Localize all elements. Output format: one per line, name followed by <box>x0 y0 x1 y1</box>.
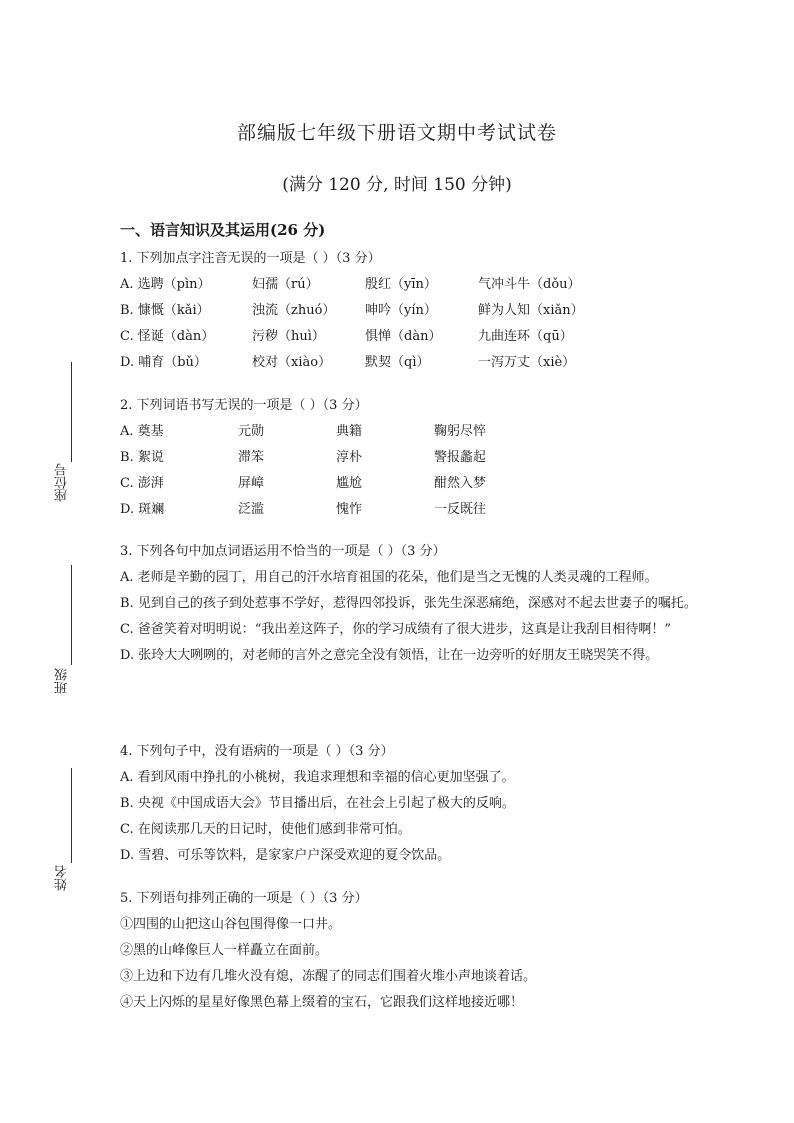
exam-subtitle: (满分 120 分, 时间 150 分钟) <box>282 175 512 195</box>
name-label: 姓名 <box>55 865 70 891</box>
option-cell: 九曲连环（qū） <box>478 329 573 344</box>
option-row <box>120 350 720 376</box>
option-cell: 鲜为人知（xiǎn） <box>478 303 584 318</box>
option-cell: 妇孺（rú） <box>252 277 319 292</box>
option-text: A. 老师是辛勤的园丁，用自己的汗水培育祖国的花朵，他们是当之无愧的人类灵魂的工程师。 <box>120 570 658 585</box>
option-text: C. 在阅读那几天的日记时，使他们感到非常可怕。 <box>120 822 411 837</box>
option-text: D. 雪碧、可乐等饮料，是家家户户深受欢迎的夏令饮品。 <box>120 848 451 863</box>
sentence-item: ③上边和下边有几堆火没有熄，冻醒了的同志们围着火堆小声地谈着话。 <box>120 969 537 984</box>
seat-number-line <box>71 362 72 462</box>
seat-number-label: 座位号 <box>55 463 70 502</box>
option-cell: A. 奠基 <box>120 424 164 439</box>
option-row <box>120 471 720 497</box>
question-2 <box>120 393 720 523</box>
question-1 <box>120 246 720 376</box>
option-cell: 一泻万丈（xiè） <box>478 355 576 370</box>
option-cell: 气冲斗牛（dǒu） <box>478 277 581 292</box>
option-row <box>120 324 720 350</box>
option-cell: 淳朴 <box>336 450 363 465</box>
option-cell: 校对（xiào） <box>252 355 332 370</box>
question-4 <box>120 739 720 869</box>
question-stem: 1. 下列加点字注音无误的一项是（ ）（3 分） <box>120 251 381 266</box>
option-cell: 惧惮（dàn） <box>365 329 442 344</box>
option-cell: 愧怍 <box>336 502 363 517</box>
question-stem: 4. 下列句子中，没有语病的一项是（ ）（3 分） <box>120 744 394 759</box>
option-text: C. 爸爸笑着对明明说：“我出差这阵子，你的学习成绩有了很大进步，这真是让我刮目相待啊！” <box>120 622 672 637</box>
option-cell: 一反既往 <box>434 502 487 517</box>
option-cell: 警报蠡起 <box>434 450 487 465</box>
option-cell: 污秽（huì） <box>252 329 325 344</box>
class-label: 班级 <box>55 668 70 694</box>
option-text: B. 央视《中国成语大会》节目播出后，在社会上引起了极大的反响。 <box>120 796 515 811</box>
option-cell: 酣然入梦 <box>434 476 487 491</box>
option-text: B. 见到自己的孩子到处惹事不学好，惹得四邻投诉，张先生深恶痛绝，深感对不起去世妻子的嘱托。 <box>120 596 697 611</box>
option-cell: 鞠躬尽悴 <box>434 424 487 439</box>
option-cell: B. 絮说 <box>120 450 164 465</box>
sentence-item: ④天上闪烁的星星好像黑色幕上缀着的宝石，它跟我们这样地接近哪！ <box>120 995 524 1010</box>
option-cell: 典籍 <box>336 424 363 439</box>
option-cell: 浊流（zhuó） <box>252 303 336 318</box>
option-row <box>120 298 720 324</box>
option-cell: 呻吟（yín） <box>365 303 437 318</box>
option-cell: D. 哺育（bǔ） <box>120 355 207 370</box>
option-cell: C. 澎湃 <box>120 476 164 491</box>
question-5 <box>120 886 720 1016</box>
sentence-item: ②黑的山峰像巨人一样矗立在面前。 <box>120 943 329 958</box>
option-cell: 殷红（yīn） <box>365 277 437 292</box>
question-3 <box>120 539 720 669</box>
option-cell: 泛滥 <box>238 502 265 517</box>
option-text: A. 看到风雨中挣扎的小桃树，我追求理想和幸福的信心更加坚强了。 <box>120 770 515 785</box>
question-stem: 2. 下列词语书写无误的一项是（ ）（3 分） <box>120 398 368 413</box>
option-text: D. 张玲大大咧咧的，对老师的言外之意完全没有领悟，让在一边旁听的好朋友王晓哭笑不得。 <box>120 648 659 663</box>
sentence-item: ①四围的山把这山谷包围得像一口井。 <box>120 917 342 932</box>
option-row <box>120 272 720 298</box>
option-row <box>120 419 720 445</box>
question-stem: 5. 下列语句排列正确的一项是（ ）（3 分） <box>120 891 368 906</box>
exam-title: 部编版七年级下册语文期中考试试卷 <box>236 122 557 144</box>
option-row <box>120 445 720 471</box>
name-line <box>71 768 72 863</box>
option-cell: 元勋 <box>238 424 265 439</box>
option-cell: 滞笨 <box>238 450 265 465</box>
option-cell: C. 怪诞（dàn） <box>120 329 215 344</box>
option-cell: 尴尬 <box>336 476 363 491</box>
option-row <box>120 497 720 523</box>
section-heading: 一、语言知识及其运用(26 分) <box>120 221 326 239</box>
question-stem: 3. 下列各句中加点词语运用不恰当的一项是（ ）（3 分） <box>120 544 446 559</box>
option-cell: B. 慷慨（kǎi） <box>120 303 210 318</box>
option-cell: 默契（qì） <box>365 355 430 370</box>
option-cell: A. 选聘（pìn） <box>120 277 211 292</box>
class-line <box>71 565 72 665</box>
option-cell: 屏嶂 <box>238 476 265 491</box>
option-cell: D. 斑斓 <box>120 502 165 517</box>
